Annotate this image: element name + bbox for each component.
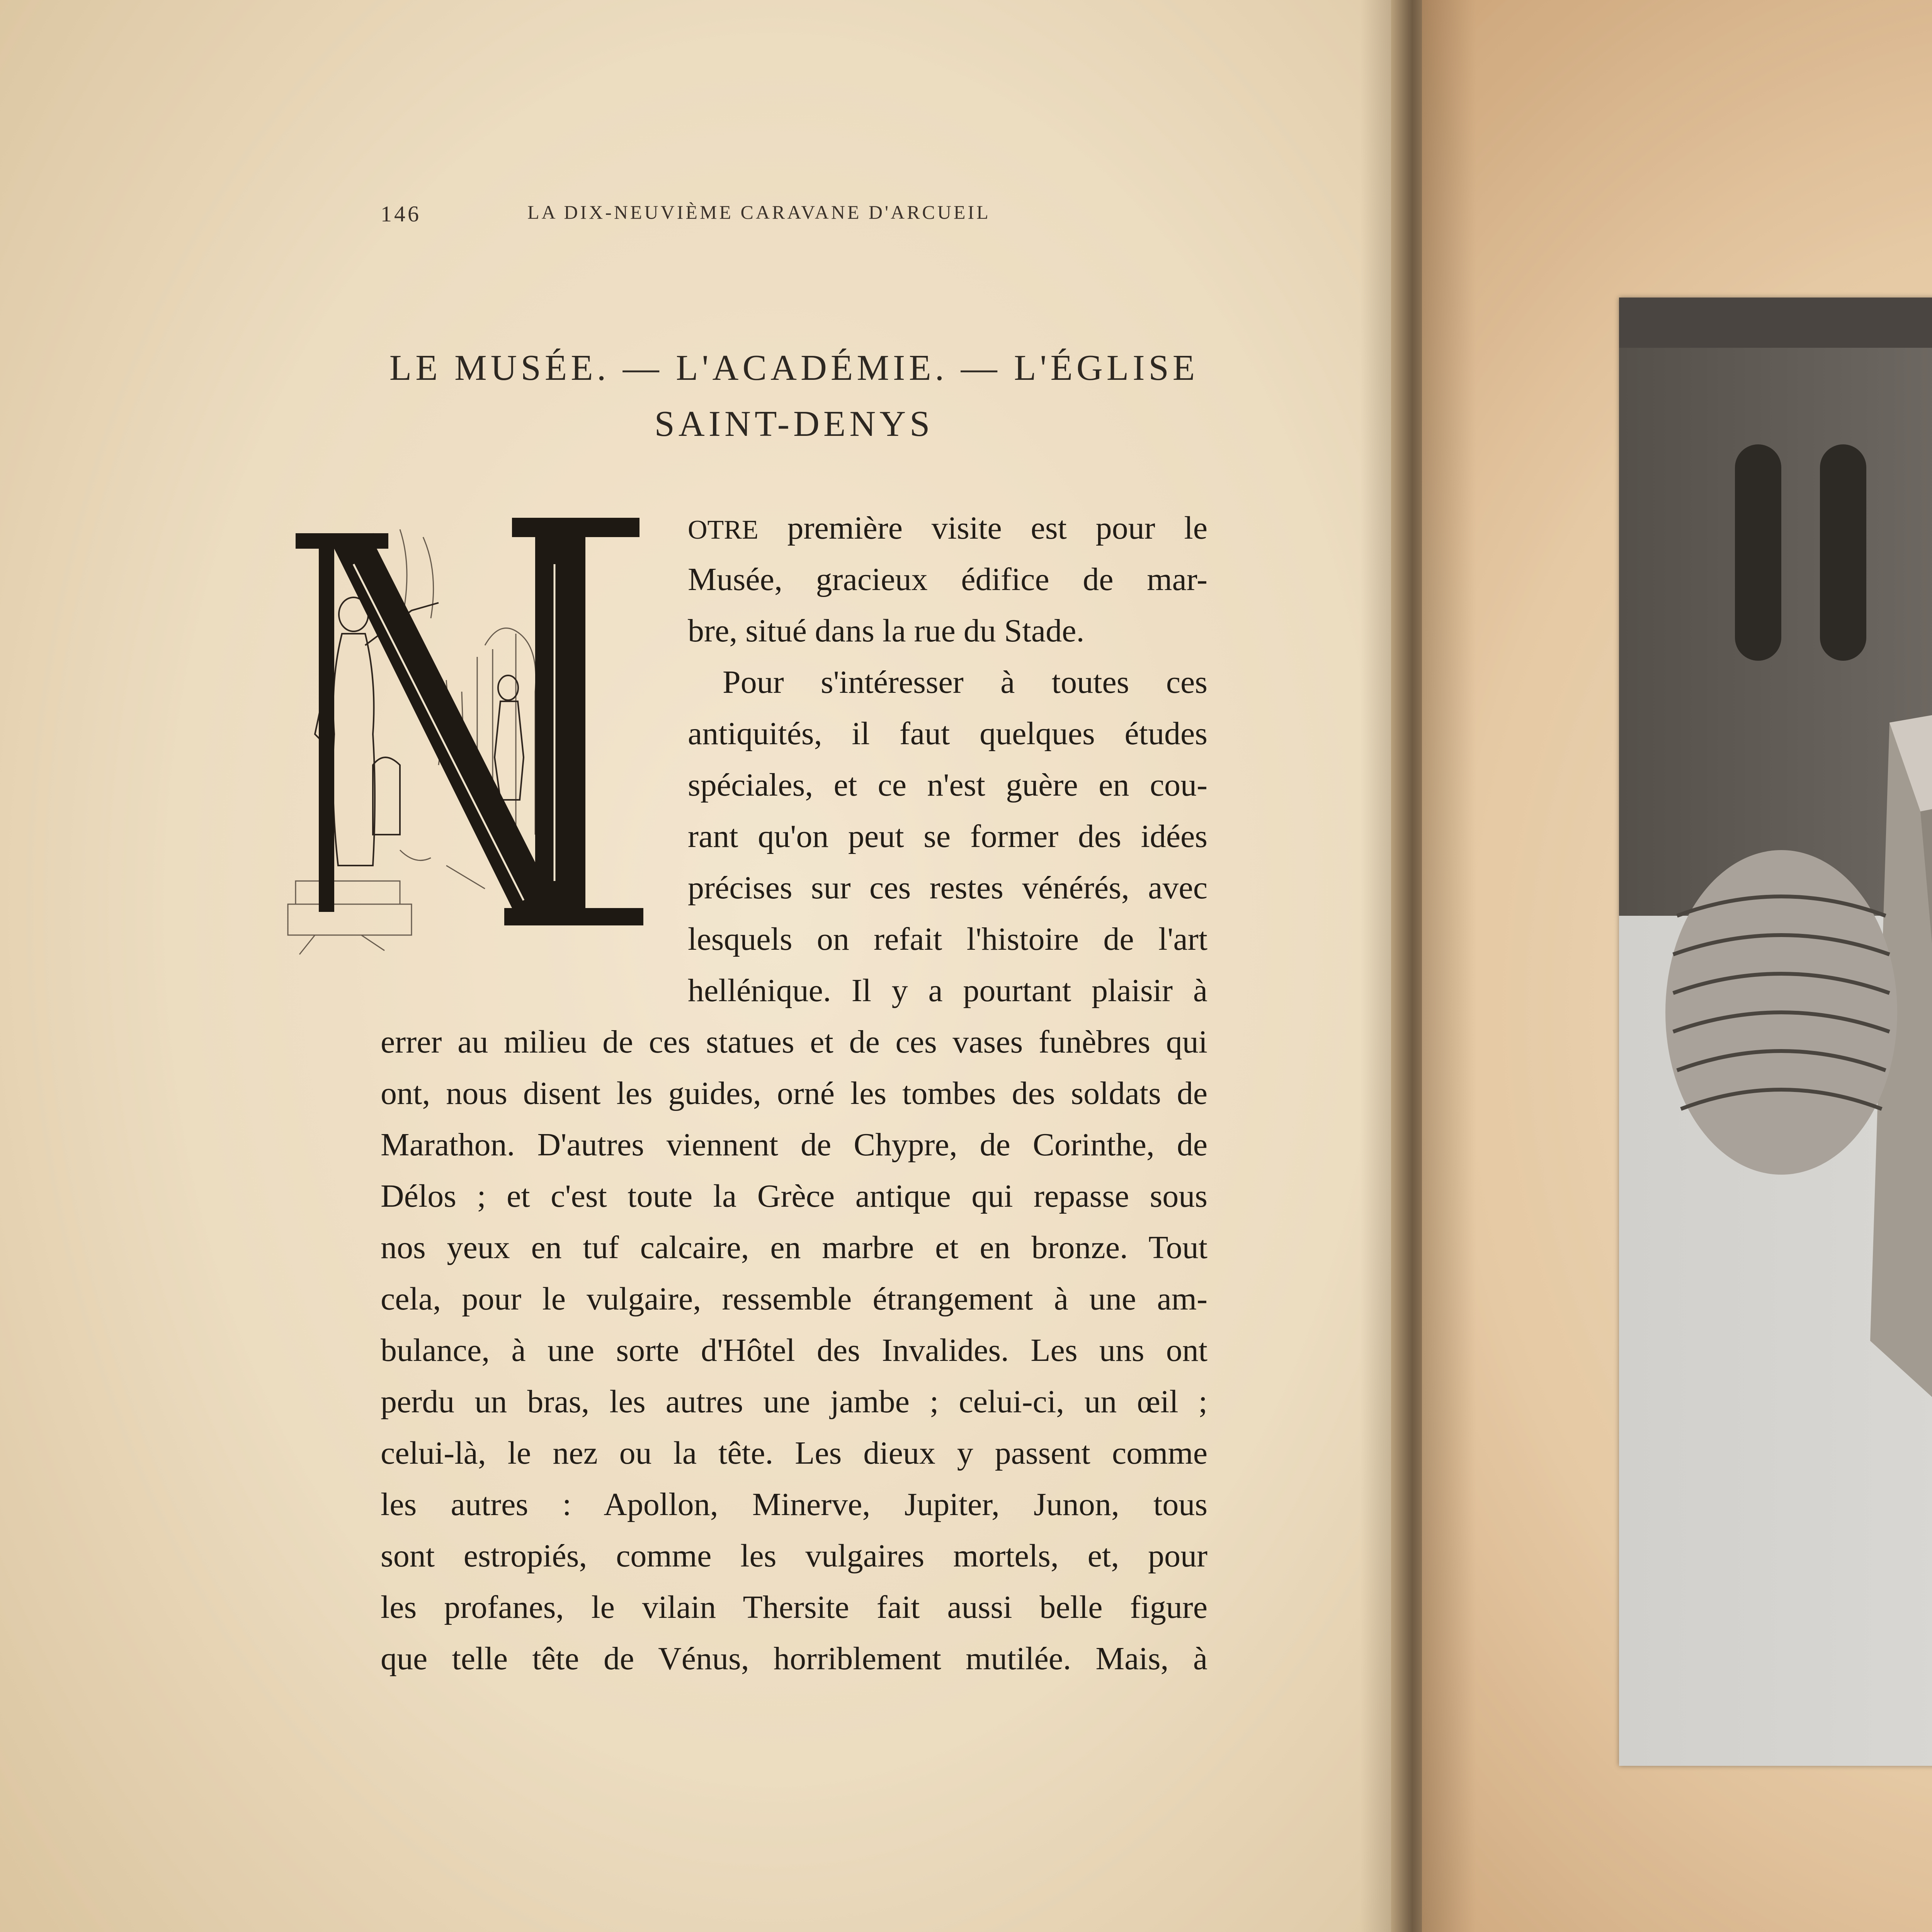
- text-line: cela, pour le vulgaire, ressemble étrangement à une am-: [381, 1281, 1208, 1317]
- text-line: les autres : Apollon, Minerve, Jupiter, Junon, tous: [381, 1486, 1208, 1522]
- text-line: errer au milieu de ces statues et de ces vases funèbres qui: [381, 1024, 1208, 1060]
- text-line: rant qu'on peut se former des idées: [688, 818, 1208, 854]
- text-line: Musée, gracieux édifice de mar-: [688, 561, 1208, 597]
- text-line: antiquités, il faut quelques études: [688, 716, 1208, 752]
- text-line: Marathon. D'autres viennent de Chypre, de Corinthe, de: [381, 1127, 1208, 1163]
- chapter-title: [381, 340, 1208, 452]
- chapter-title-line-2: SAINT-DENYS: [654, 404, 934, 444]
- text-line: bulance, à une sorte d'Hôtel des Invalides. Les uns ont: [381, 1332, 1208, 1368]
- illustrated-initial-drawing: [284, 518, 643, 958]
- photo-plate: [1619, 298, 1932, 1766]
- text-line: Délos ; et c'est toute la Grèce antique qui repasse sous: [381, 1178, 1208, 1214]
- text-line: ont, nous disent les guides, orné les tombes des soldats de: [381, 1075, 1208, 1111]
- text-line: perdu un bras, les autres une jambe ; celui-ci, un œil ;: [381, 1384, 1208, 1420]
- chapter-title-line-1: LE MUSÉE. — L'ACADÉMIE. — L'ÉGLISE: [389, 348, 1199, 388]
- initial-smallcaps-word: OTRE: [688, 515, 759, 545]
- text-line-fragment: première visite est pour le: [758, 510, 1208, 546]
- text-line: nos yeux en tuf calcaire, en marbre et en bronze. Tout: [381, 1230, 1208, 1265]
- church-photograph: [1619, 298, 1932, 1766]
- text-full-width: [381, 1016, 1208, 1684]
- text-line: celui-là, le nez ou la tête. Les dieux y passent comme: [381, 1435, 1208, 1471]
- page-number: 146: [381, 201, 421, 226]
- text-line: hellénique. Il y a pourtant plaisir à: [688, 973, 1208, 1009]
- text-line: précises sur ces restes vénérés, avec: [688, 870, 1208, 906]
- illustrated-initial: [284, 518, 643, 958]
- running-head-title: LA DIX-NEUVIÈME CARAVANE D'ARCUEIL: [527, 201, 991, 223]
- text-line: les profanes, le vilain Thersite fait aussi belle figure: [381, 1589, 1208, 1625]
- text-line: bre, situé dans la rue du Stade.: [688, 613, 1085, 649]
- text-line: Pour s'intéresser à toutes ces: [723, 664, 1208, 700]
- text-line: sont estropiés, comme les vulgaires mortels, et, pour: [381, 1538, 1208, 1574]
- text-line: lesquels on refait l'histoire de l'art: [688, 921, 1208, 957]
- text-line: [688, 502, 1208, 554]
- text-line: que telle tête de Vénus, horriblement mutilée. Mais, à: [381, 1641, 1208, 1677]
- text-beside-initial: [688, 502, 1208, 1016]
- text-line: spéciales, et ce n'est guère en cou-: [688, 767, 1208, 803]
